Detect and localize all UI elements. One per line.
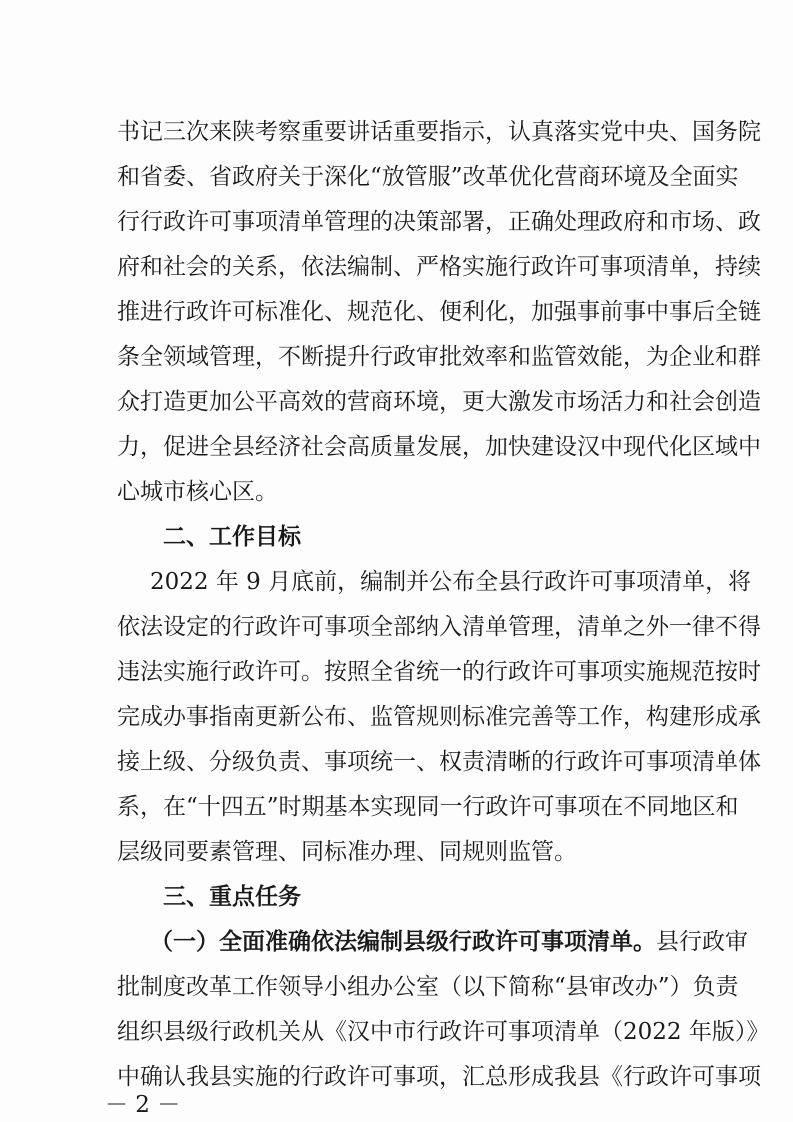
section-heading: 二、工作目标: [163, 524, 301, 550]
text-line: 众打造更加公平高效的营商环境，更大激发市场活力和社会创造: [117, 389, 761, 415]
text-line: 行行政许可事项清单管理的决策部署，正确处理政府和市场、政: [117, 209, 761, 235]
text-line: 组织县级行政机关从《汉中市行政许可事项清单（2022 年版）》: [117, 1019, 770, 1045]
text-line: 完成办事指南更新公布、监管规则标准完善等工作，构建形成承: [117, 704, 761, 730]
text-line: 层级同要素管理、同标准办理、同规则监管。: [117, 839, 577, 865]
text-line: 违法实施行政许可。按照全省统一的行政许可事项实施规范按时: [117, 659, 761, 685]
text-line: 中确认我县实施的行政许可事项，汇总形成我县《行政许可事项: [117, 1064, 761, 1090]
text-line: 接上级、分级负责、事项统一、权责清晰的行政许可事项清单体: [117, 749, 761, 775]
text-line: 系，在“十四五”时期基本实现同一行政许可事项在不同地区和: [117, 794, 739, 820]
text-line: 依法设定的行政许可事项全部纳入清单管理，清单之外一律不得: [117, 614, 761, 640]
text-line: 推进行政许可标准化、规范化、便利化，加强事前事中事后全链: [117, 299, 761, 325]
text-line: 2022 年 9 月底前，编制并公布全县行政许可事项清单，将: [150, 569, 752, 595]
section-heading: 三、重点任务: [163, 884, 301, 910]
subsection-title: （一）全面准确依法编制县级行政许可事项清单。: [150, 928, 656, 955]
text-line: 府和社会的关系，依法编制、严格实施行政许可事项清单，持续: [117, 254, 761, 280]
text-line: 心城市核心区。: [117, 479, 278, 505]
text-line: 书记三次来陕考察重要讲话重要指示，认真落实党中央、国务院: [117, 119, 761, 145]
page-number: － 2 －: [105, 1092, 181, 1118]
text-line: 条全领域管理，不断提升行政审批效率和监管效能，为企业和群: [117, 344, 761, 370]
text-line: 力，促进全县经济社会高质量发展，加快建设汉中现代化区域中: [117, 434, 761, 460]
text-line: 批制度改革工作领导小组办公室（以下简称“县审改办”）负责: [117, 974, 739, 1000]
text-line: 和省委、省政府关于深化“放管服”改革优化营商环境及全面实: [117, 164, 739, 190]
text-fragment: 县行政审: [656, 929, 748, 955]
text-line: [150, 922, 748, 962]
